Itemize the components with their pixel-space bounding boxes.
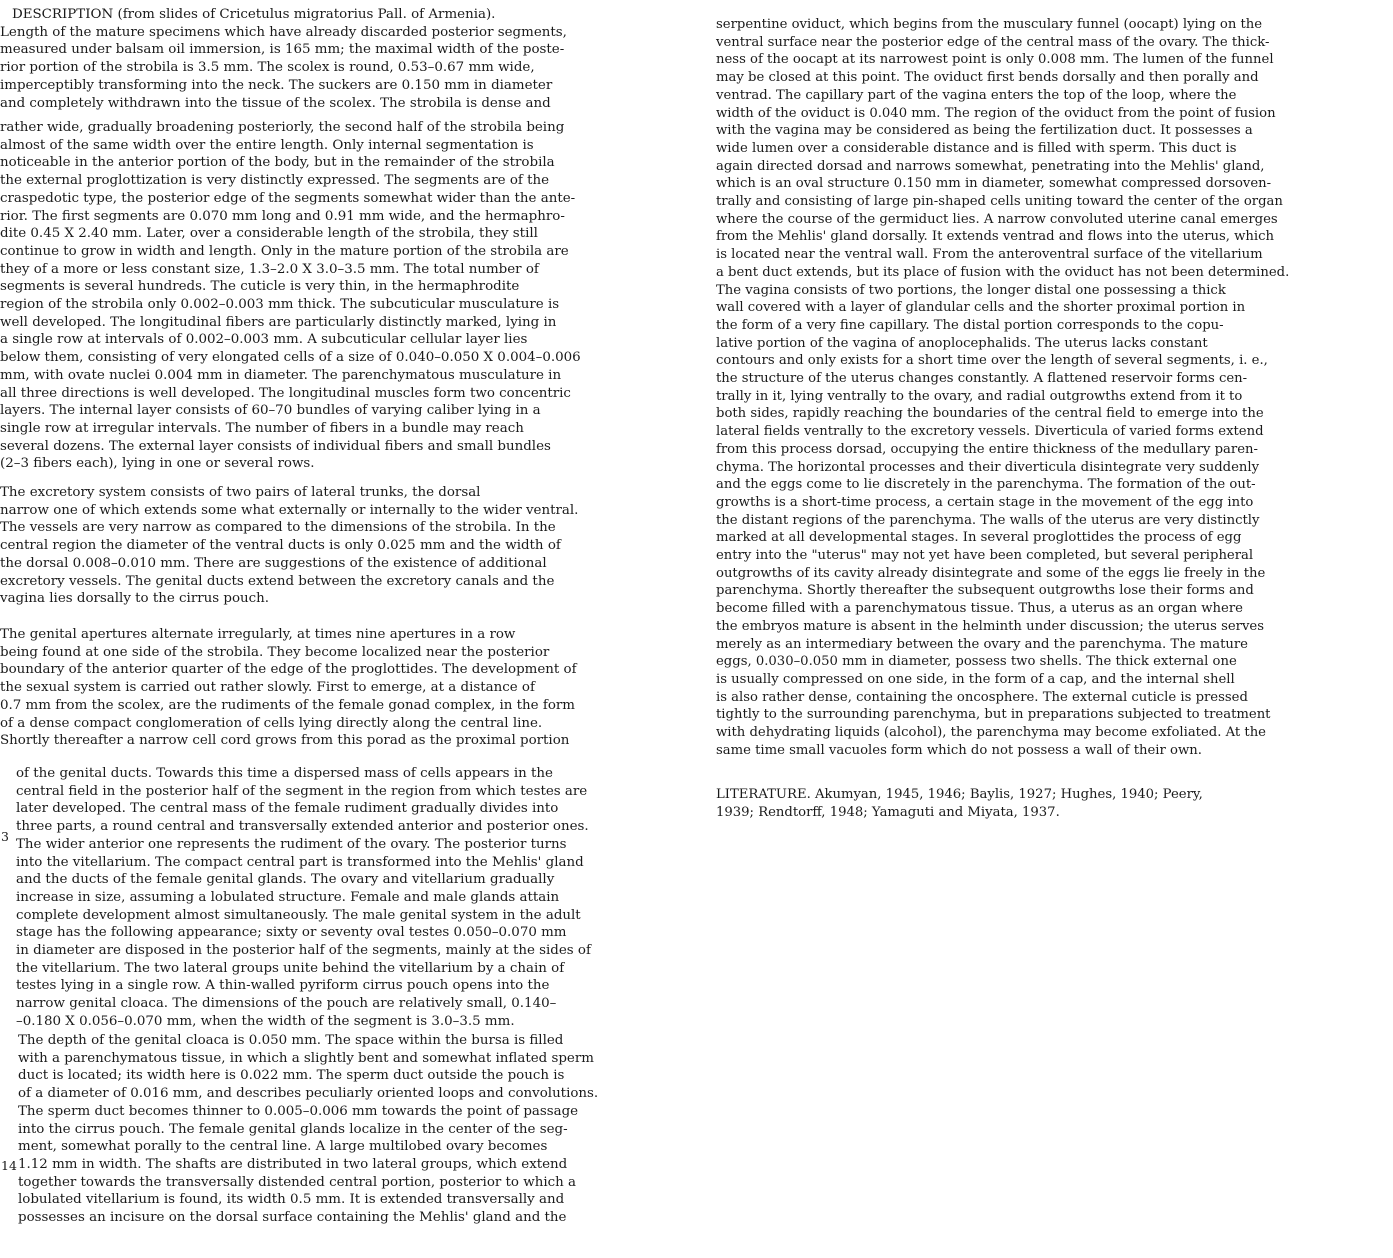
text-line: dite 0.45 X 2.40 mm. Later, over a considerable length of the strobila, they still — [0, 226, 538, 242]
text-line: wide lumen over a considerable distance and is filled with sperm. This duct is — [716, 140, 1237, 156]
text-line: both sides, rapidly reaching the boundaries of the central field to emerge into the — [716, 406, 1264, 422]
text-line: boundary of the anterior quarter of the edge of the proglottides. The development of — [0, 662, 577, 678]
text-line: The genital apertures alternate irregularly, at times nine apertures in a row — [0, 627, 516, 642]
text-line: entry into the "uterus" may not yet have been completed, but several peripheral — [716, 548, 1254, 563]
text-line: trally in it, lying ventrally to the ovary, and radial outgrowths extend from it to — [716, 388, 1243, 404]
text-line: below them, consisting of very elongated cells of a size of 0.040–0.050 X 0.004–0.006 — [0, 350, 581, 366]
text-line: with dehydrating liquids (alcohol), the parenchyma may become exfoliated. At the — [716, 725, 1266, 740]
text-line: central region the diameter of the ventral ducts is only 0.025 mm and the width of — [0, 538, 561, 554]
text-line: again directed dorsad and narrows somewhat, penetrating into the Mehlis' gland, — [716, 158, 1265, 174]
text-line: serpentine oviduct, which begins from the musculary funnel (oocapt) lying on the — [716, 17, 1263, 32]
margin-page-number: 3 — [1, 829, 9, 844]
text-line: Shortly thereafter a narrow cell cord grows from this porad as the proximal portion — [0, 733, 570, 749]
text-line: measured under balsam oil immersion, is 165 mm; the maximal width of the poste- — [0, 42, 565, 58]
text-line: The vagina consists of two portions, the longer distal one possessing a thick — [716, 282, 1226, 298]
text-line: into the vitellarium. The compact central part is transformed into the Mehlis' gland — [16, 854, 584, 870]
text-line: all three directions is well developed. The longitudinal muscles form two concentric — [0, 385, 571, 401]
text-line: increase in size, assuming a lobulated structure. Female and male glands attain — [16, 889, 560, 905]
text-line: being found at one side of the strobila. They become localized near the posterior — [0, 644, 550, 660]
text-line: –0.180 X 0.056–0.070 mm, when the width of the segment is 3.0–3.5 mm. — [16, 1013, 515, 1029]
text-line: imperceptibly transforming into the neck. The suckers are 0.150 mm in diameter — [0, 77, 553, 93]
text-line: is also rather dense, containing the oncosphere. The external cuticle is pressed — [716, 689, 1248, 705]
text-line: rior. The first segments are 0.070 mm long and 0.91 mm wide, and the hermaphro- — [0, 208, 565, 224]
text-line: LITERATURE. Akumyan, 1945, 1946; Baylis, 1927; Hughes, 1940; Peery, — [716, 787, 1203, 802]
text-line: narrow one of which extends some what externally or internally to the wider ventral. — [0, 502, 579, 518]
text-line: lobulated vitellarium is found, its width 0.5 mm. It is extended transversally and — [18, 1192, 565, 1208]
text-line: ment, somewhat porally to the central line. A large multilobed ovary becomes — [18, 1139, 548, 1155]
text-line: contours and only exists for a short time over the length of several segments, i. e., — [716, 353, 1268, 369]
text-line: the form of a very fine capillary. The distal portion corresponds to the copu- — [716, 317, 1224, 333]
text-line: The depth of the genital cloaca is 0.050 mm. The space within the bursa is filled — [18, 1033, 564, 1048]
text-line: possesses an incisure on the dorsal surface containing the Mehlis' gland and the — [18, 1210, 567, 1225]
text-line: of a dense compact conglomeration of cells lying directly along the central line. — [0, 715, 543, 731]
text-line: and completely withdrawn into the tissue of the scolex. The strobila is dense and — [0, 95, 551, 111]
text-line: parenchyma. Shortly thereafter the subsequent outgrowths lose their forms and — [716, 583, 1254, 599]
text-line: duct is located; its width here is 0.022 mm. The sperm duct outside the pouch is — [18, 1068, 565, 1084]
text-line: with a parenchymatous tissue, in which a slightly bent and somewhat inflated sperm — [18, 1050, 594, 1066]
text-line: of the genital ducts. Towards this time a dispersed mass of cells appears in the — [16, 766, 553, 781]
text-line: a single row at intervals of 0.002–0.003 mm. A subcuticular cellular layer lies — [0, 332, 528, 348]
text-line: into the cirrus pouch. The female genital glands localize in the center of the seg- — [18, 1121, 568, 1137]
text-line: noticeable in the anterior portion of the body, but in the remainder of the strobila — [0, 155, 555, 171]
text-line: later developed. The central mass of the female rudiment gradually divides into — [16, 801, 559, 817]
text-line: 1.12 mm in width. The shafts are distributed in two lateral groups, which extend — [18, 1156, 568, 1172]
text-line: the structure of the uterus changes constantly. A flattened reservoir forms cen- — [716, 371, 1248, 386]
text-line: several dozens. The external layer consists of individual fibers and small bundles — [0, 438, 551, 454]
text-line: which is an oval structure 0.150 mm in diameter, somewhat compressed dorsoven- — [716, 176, 1272, 192]
text-line: (2–3 fibers each), lying in one or several rows. — [0, 456, 315, 472]
text-line: the external proglottization is very distinctly expressed. The segments are of the — [0, 173, 550, 189]
text-line: from this process dorsad, occupying the entire thickness of the medullary paren- — [716, 441, 1258, 457]
text-line: narrow genital cloaca. The dimensions of the pouch are relatively small, 0.140– — [16, 996, 557, 1012]
text-line: Length of the mature specimens which have already discarded posterior segments, — [0, 24, 567, 40]
text-line: become filled with a parenchymatous tissue. Thus, a uterus as an organ where — [716, 601, 1243, 617]
text-line: rather wide, gradually broadening posteriorly, the second half of the strobila being — [0, 120, 565, 135]
text-line: is usually compressed on one side, in the form of a cap, and the internal shell — [716, 671, 1235, 687]
text-line: outgrowths of its cavity already disintegrate and some of the eggs lie freely in the — [716, 565, 1266, 581]
text-line: vagina lies dorsally to the cirrus pouch. — [0, 591, 270, 607]
text-line: The vessels are very narrow as compared to the dimensions of the strobila. In the — [0, 520, 556, 536]
text-line: single row at irregular intervals. The number of fibers in a bundle may reach — [0, 420, 524, 436]
text-line: of a diameter of 0.016 mm, and describes peculiarly oriented loops and convolutions. — [18, 1086, 599, 1102]
text-line: same time small vacuoles form which do not possess a wall of their own. — [716, 742, 1202, 758]
text-line: is located near the ventral wall. From the anteroventral surface of the vitellarium — [716, 247, 1263, 263]
text-line: and the eggs come to lie discretely in the parenchyma. The formation of the out- — [716, 477, 1256, 493]
text-line: tightly to the surrounding parenchyma, but in preparations subjected to treatment — [716, 707, 1271, 723]
text-line: the dorsal 0.008–0.010 mm. There are suggestions of the existence of additional — [0, 555, 547, 571]
text-line: in diameter are disposed in the posterior half of the segments, mainly at the sides of — [16, 943, 591, 958]
text-line: almost of the same width over the entire length. Only internal segmentation is — [0, 137, 534, 153]
text-line: 0.7 mm from the scolex, are the rudiments of the female gonad complex, in the form — [0, 697, 575, 713]
text-line: ventral surface near the posterior edge of the central mass of the ovary. The thick- — [716, 34, 1270, 50]
text-line: mm, with ovate nuclei 0.004 mm in diameter. The parenchymatous musculature in — [0, 367, 562, 383]
text-line: stage has the following appearance; sixty or seventy oval testes 0.050–0.070 mm — [16, 925, 567, 941]
text-line: wall covered with a layer of glandular cells and the shorter proximal portion in — [716, 300, 1246, 316]
text-line: together towards the transversally distended central portion, posterior to which a — [18, 1174, 576, 1190]
text-line: lateral fields ventrally to the excretory vessels. Diverticula of varied forms extend — [716, 424, 1264, 440]
text-line: DESCRIPTION (from slides of Cricetulus migratorius Pall. of Armenia). — [12, 7, 496, 22]
text-line: region of the strobila only 0.002–0.003 mm thick. The subcuticular musculature is — [0, 297, 560, 312]
text-line: and the ducts of the female genital glands. The ovary and vitellarium gradually — [16, 872, 555, 888]
text-line: trally and consisting of large pin-shaped cells uniting toward the center of the organ — [716, 194, 1283, 209]
text-line: The wider anterior one represents the rudiment of the ovary. The posterior turns — [16, 836, 567, 852]
text-line: lative portion of the vagina of anoplocephalids. The uterus lacks constant — [716, 335, 1208, 351]
margin-page-number: 14 — [1, 1158, 17, 1173]
text-line: testes lying in a single row. A thin-walled pyriform cirrus pouch opens into the — [16, 978, 550, 994]
text-line: complete development almost simultaneously. The male genital system in the adult — [16, 907, 581, 923]
text-line: the distant regions of the parenchyma. The walls of the uterus are very distinctly — [716, 512, 1260, 528]
text-line: layers. The internal layer consists of 60–70 bundles of varying caliber lying in a — [0, 403, 541, 419]
text-line: with the vagina may be considered as being the fertilization duct. It possesses a — [716, 123, 1253, 139]
text-line: excretory vessels. The genital ducts extend between the excretory canals and the — [0, 573, 555, 589]
text-line: 1939; Rendtorff, 1948; Yamaguti and Miyata, 1937. — [716, 804, 1060, 820]
text-line: marked at all developmental stages. In several proglottides the process of egg — [716, 530, 1242, 546]
text-line: eggs, 0.030–0.050 mm in diameter, possess two shells. The thick external one — [716, 654, 1237, 670]
text-line: segments is several hundreds. The cuticle is very thin, in the hermaphrodite — [0, 279, 520, 295]
text-line: The sperm duct becomes thinner to 0.005–0.006 mm towards the point of passage — [18, 1103, 579, 1119]
text-line: where the course of the germiduct lies. A narrow convoluted uterine canal emerges — [716, 211, 1278, 227]
text-line: the embryos mature is absent in the helminth under discussion; the uterus serves — [716, 618, 1264, 634]
text-line: a bent duct extends, but its place of fusion with the oviduct has not been determined. — [716, 264, 1290, 280]
text-line: the vitellarium. The two lateral groups unite behind the vitellarium by a chain of — [16, 960, 565, 976]
text-line: growths is a short-time process, a certain stage in the movement of the egg into — [716, 494, 1254, 510]
text-line: ness of the oocapt at its narrowest point is only 0.008 mm. The lumen of the funnel — [716, 52, 1274, 68]
text-line: well developed. The longitudinal fibers are particularly distinctly marked, lying in — [0, 314, 557, 330]
text-line: merely as an intermediary between the ovary and the parenchyma. The mature — [716, 636, 1248, 652]
text-line: from the Mehlis' gland dorsally. It extends ventrad and flows into the uterus, which — [716, 229, 1275, 245]
text-line: may be closed at this point. The oviduct first bends dorsally and then porally and — [716, 70, 1259, 86]
text-line: the sexual system is carried out rather slowly. First to emerge, at a distance of — [0, 680, 535, 696]
text-line: central field in the posterior half of the segment in the region from which testes are — [16, 783, 588, 799]
text-line: they of a more or less constant size, 1.3–2.0 X 3.0–3.5 mm. The total number of — [0, 261, 539, 277]
text-line: ventrad. The capillary part of the vagina enters the top of the loop, where the — [716, 87, 1237, 103]
text-line: The excretory system consists of two pairs of lateral trunks, the dorsal — [0, 485, 481, 500]
text-line: width of the oviduct is 0.040 mm. The region of the oviduct from the point of fusion — [716, 105, 1276, 121]
text-line: continue to grow in width and length. Only in the mature portion of the strobila are — [0, 243, 569, 259]
text-line: craspedotic type, the posterior edge of the segments somewhat wider than the ante- — [0, 190, 576, 206]
text-line: chyma. The horizontal processes and their diverticula disintegrate very suddenly — [716, 459, 1260, 475]
text-line: rior portion of the strobila is 3.5 mm. The scolex is round, 0.53–0.67 mm wide, — [0, 60, 535, 76]
text-line: three parts, a round central and transversally extended anterior and posterior ones. — [16, 819, 589, 835]
